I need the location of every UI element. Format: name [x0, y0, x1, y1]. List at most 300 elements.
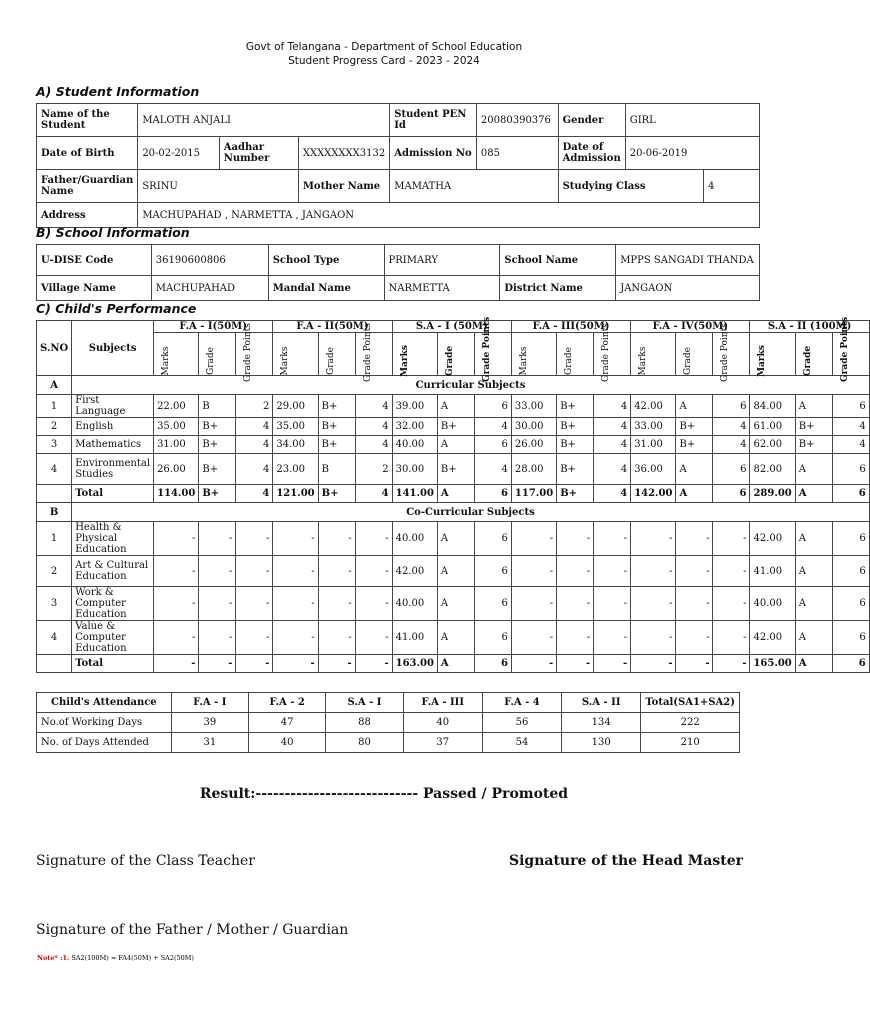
- grade-points-cell: -: [594, 556, 631, 587]
- grade-points-cell: 6: [474, 587, 511, 621]
- marks-cell: 28.00: [511, 454, 556, 485]
- subheader-cell: [273, 333, 318, 376]
- grade-points-cell: 4: [474, 418, 511, 436]
- subheader-label: Grade Points: [601, 323, 612, 382]
- exam-header: F.A - II(50M): [273, 321, 392, 333]
- grade-cell: B: [318, 454, 355, 485]
- subheader-cell: [594, 323, 631, 382]
- student-pen: 20080390376: [476, 104, 558, 137]
- grade-points-cell: 4: [474, 454, 511, 485]
- marks-cell: 142.00: [631, 485, 676, 503]
- head-master-signature: Signature of the Head Master: [509, 853, 744, 869]
- grade-cell: B+: [557, 395, 594, 418]
- class-label: Studying Class: [558, 170, 703, 203]
- marks-cell: -: [631, 655, 676, 673]
- marks-cell: 41.00: [750, 556, 795, 587]
- student-mother: MAMATHA: [390, 170, 558, 203]
- subject-name: First Language: [72, 395, 154, 418]
- grade-cell: -: [676, 621, 713, 655]
- grade-points-cell: 6: [713, 454, 750, 485]
- grade-cell: B+: [199, 418, 236, 436]
- dob-label: Date of Birth: [37, 137, 138, 170]
- subheader-cell: [437, 333, 474, 376]
- attendance-label: No. of Days Attended: [37, 733, 172, 753]
- student-adm-date: 20-06-2019: [625, 137, 759, 170]
- grade-cell: -: [676, 655, 713, 673]
- section-school-info: B) School Information: [36, 225, 190, 240]
- subject-row: [37, 522, 870, 556]
- marks-cell: 34.00: [273, 436, 318, 454]
- subheader-cell: [832, 316, 869, 382]
- mandal-label: Mandal Name: [268, 276, 384, 301]
- marks-cell: -: [273, 556, 318, 587]
- row-sno: 3: [37, 587, 72, 621]
- attendance-value: 37: [403, 733, 482, 753]
- grade-cell: B+: [199, 454, 236, 485]
- grade-cell: B+: [199, 436, 236, 454]
- row-sno: 3: [37, 436, 72, 454]
- grade-cell: -: [676, 556, 713, 587]
- result-line: Result:---------------------------- Passed / Promoted: [199, 786, 569, 802]
- grade-points-cell: -: [236, 587, 273, 621]
- marks-cell: 40.00: [392, 522, 437, 556]
- subheader-label: Grade: [206, 347, 217, 375]
- grade-cell: -: [199, 587, 236, 621]
- grade-points-cell: 6: [832, 655, 869, 673]
- marks-cell: 289.00: [750, 485, 795, 503]
- grade-cell: A: [795, 655, 832, 673]
- grade-cell: -: [557, 655, 594, 673]
- subheader-label: Grade: [325, 347, 336, 375]
- marks-cell: -: [273, 655, 318, 673]
- student-name: MALOTH ANJALI: [138, 104, 390, 137]
- grade-points-cell: 6: [474, 436, 511, 454]
- attendance-table: [36, 692, 740, 753]
- subject-name: Mathematics: [72, 436, 154, 454]
- section-letter: A: [37, 376, 72, 395]
- marks-cell: 42.00: [631, 395, 676, 418]
- grade-cell: -: [199, 556, 236, 587]
- marks-cell: 62.00: [750, 436, 795, 454]
- section-title: Co-Curricular Subjects: [72, 503, 870, 522]
- grade-points-cell: 4: [355, 485, 392, 503]
- subheader-label: Marks: [757, 345, 768, 377]
- student-class: 4: [703, 170, 759, 203]
- attendance-value: 40: [249, 733, 326, 753]
- grade-points-cell: -: [236, 556, 273, 587]
- note-prefix: Note* :1.: [37, 954, 70, 962]
- marks-cell: 84.00: [750, 395, 795, 418]
- grade-cell: B+: [676, 418, 713, 436]
- attendance-value: 40: [403, 713, 482, 733]
- grade-cell: A: [437, 587, 474, 621]
- subheader-label: Grade Points: [243, 323, 254, 382]
- marks-cell: -: [154, 556, 199, 587]
- grade-cell: B+: [318, 395, 355, 418]
- attendance-value: 54: [482, 733, 561, 753]
- section-student-info: A) Student Information: [36, 84, 200, 99]
- marks-cell: 33.00: [511, 395, 556, 418]
- attendance-header: S.A - I: [326, 693, 403, 713]
- marks-cell: 114.00: [154, 485, 199, 503]
- marks-cell: 33.00: [631, 418, 676, 436]
- section-title: Curricular Subjects: [72, 376, 870, 395]
- subject-name: Art & Cultural Education: [72, 556, 154, 587]
- info-row: [37, 104, 760, 137]
- school-name: MPPS SANGADI THANDA: [616, 245, 760, 276]
- grade-points-cell: -: [713, 621, 750, 655]
- subheader-cell: [236, 323, 273, 382]
- marks-cell: 141.00: [392, 485, 437, 503]
- marks-cell: -: [154, 587, 199, 621]
- subheader-label: Marks: [280, 346, 291, 376]
- note-text: SA2(100M) = FA4(50M) + SA2(50M): [71, 954, 194, 962]
- school-udise: 36190600806: [151, 245, 268, 276]
- adm-no-label: Admission No: [390, 137, 477, 170]
- row-sno: 2: [37, 556, 72, 587]
- subject-row: [37, 418, 870, 436]
- performance-table: [36, 316, 870, 673]
- attendance-value: 56: [482, 713, 561, 733]
- row-sno: 4: [37, 454, 72, 485]
- student-aadhar: XXXXXXXX3132: [298, 137, 389, 170]
- attendance-value: 88: [326, 713, 403, 733]
- subheader-cell: [154, 333, 199, 376]
- marks-cell: -: [631, 587, 676, 621]
- subheader-cell: [795, 333, 832, 376]
- grade-points-cell: 6: [832, 587, 869, 621]
- grade-points-cell: 4: [236, 436, 273, 454]
- grade-points-cell: 6: [832, 522, 869, 556]
- total-label: Total: [72, 655, 154, 673]
- subheader-label: Grade Points: [720, 323, 731, 382]
- school-mandal: NARMETTA: [384, 276, 500, 301]
- marks-cell: -: [631, 556, 676, 587]
- grade-points-cell: -: [713, 655, 750, 673]
- attendance-header: F.A - I: [171, 693, 248, 713]
- grade-points-cell: 4: [355, 395, 392, 418]
- marks-cell: -: [511, 556, 556, 587]
- marks-cell: 117.00: [511, 485, 556, 503]
- marks-cell: 121.00: [273, 485, 318, 503]
- row-sno: [37, 485, 72, 503]
- guardian-signature: Signature of the Father / Mother / Guardian: [36, 922, 349, 938]
- grade-points-cell: 6: [832, 395, 869, 418]
- school-type: PRIMARY: [384, 245, 500, 276]
- row-sno: 4: [37, 621, 72, 655]
- exam-header: S.A - II (100M): [750, 321, 869, 333]
- grade-points-cell: 4: [236, 454, 273, 485]
- subheader-label: Marks: [638, 346, 649, 376]
- grade-points-cell: 4: [832, 436, 869, 454]
- grade-cell: -: [199, 522, 236, 556]
- info-row: [37, 245, 760, 276]
- attendance-value: 210: [641, 733, 740, 753]
- subheader-label: Marks: [518, 346, 529, 376]
- subheader-label: Grade Points: [362, 323, 373, 382]
- marks-cell: 30.00: [392, 454, 437, 485]
- father-label: Father/Guardian Name: [37, 170, 138, 203]
- student-adm-no: 085: [476, 137, 558, 170]
- grade-points-cell: 4: [594, 395, 631, 418]
- district-label: District Name: [500, 276, 616, 301]
- aadhar-label: Aadhar Number: [219, 137, 298, 170]
- grade-cell: B+: [318, 436, 355, 454]
- student-father: SRINU: [138, 170, 299, 203]
- marks-cell: 163.00: [392, 655, 437, 673]
- village-label: Village Name: [37, 276, 152, 301]
- class-teacher-signature: Signature of the Class Teacher: [36, 853, 255, 869]
- grade-cell: -: [676, 522, 713, 556]
- grade-points-cell: 6: [832, 485, 869, 503]
- attendance-value: 134: [562, 713, 641, 733]
- grade-points-cell: 6: [832, 621, 869, 655]
- grade-points-cell: 6: [474, 395, 511, 418]
- marks-cell: 31.00: [631, 436, 676, 454]
- grade-points-cell: -: [594, 587, 631, 621]
- subject-name: Work & Computer Education: [72, 587, 154, 621]
- marks-cell: 23.00: [273, 454, 318, 485]
- marks-cell: -: [511, 522, 556, 556]
- info-row: [37, 137, 760, 170]
- subheader-cell: [750, 333, 795, 376]
- grade-cell: -: [557, 556, 594, 587]
- grade-cell: -: [199, 655, 236, 673]
- marks-cell: -: [273, 621, 318, 655]
- grade-points-cell: -: [355, 655, 392, 673]
- grade-cell: A: [795, 395, 832, 418]
- attendance-header: Total(SA1+SA2): [641, 693, 740, 713]
- marks-cell: -: [154, 655, 199, 673]
- grade-points-cell: -: [713, 556, 750, 587]
- attendance-row: [37, 713, 740, 733]
- name-label: Name of the Student: [37, 104, 138, 137]
- grade-cell: A: [676, 395, 713, 418]
- marks-cell: -: [154, 621, 199, 655]
- info-row: [37, 276, 760, 301]
- row-sno: 1: [37, 522, 72, 556]
- subheader-label: Grade: [564, 347, 575, 375]
- marks-cell: 26.00: [154, 454, 199, 485]
- subheader-label: Grade Points: [481, 316, 492, 382]
- marks-cell: 31.00: [154, 436, 199, 454]
- grade-points-cell: 6: [832, 556, 869, 587]
- attendance-value: 31: [171, 733, 248, 753]
- marks-cell: -: [511, 655, 556, 673]
- exam-header: S.A - I (50M): [392, 321, 511, 333]
- grade-points-cell: 4: [713, 436, 750, 454]
- subheader-cell: [355, 323, 392, 382]
- subheader-label: Grade Points: [839, 316, 850, 382]
- marks-cell: 42.00: [750, 522, 795, 556]
- subheader-cell: [511, 333, 556, 376]
- marks-cell: 42.00: [750, 621, 795, 655]
- marks-cell: 41.00: [392, 621, 437, 655]
- subheader-cell: [631, 333, 676, 376]
- subheader-label: Grade: [802, 345, 813, 377]
- marks-cell: 42.00: [392, 556, 437, 587]
- grade-points-cell: -: [355, 556, 392, 587]
- marks-cell: 40.00: [392, 436, 437, 454]
- student-dob: 20-02-2015: [138, 137, 219, 170]
- attendance-label: No.of Working Days: [37, 713, 172, 733]
- grade-points-cell: 6: [474, 655, 511, 673]
- perf-subheader-row: [37, 333, 870, 376]
- subjects-header: Subjects: [72, 321, 154, 376]
- attendance-header-row: [37, 693, 740, 713]
- marks-cell: 36.00: [631, 454, 676, 485]
- grade-points-cell: 6: [474, 522, 511, 556]
- marks-cell: 26.00: [511, 436, 556, 454]
- subheader-label: Marks: [161, 346, 172, 376]
- grade-cell: B+: [318, 485, 355, 503]
- exam-header: F.A - IV(50M): [631, 321, 750, 333]
- grade-cell: A: [795, 485, 832, 503]
- marks-cell: 30.00: [511, 418, 556, 436]
- section-letter: B: [37, 503, 72, 522]
- marks-cell: 61.00: [750, 418, 795, 436]
- attendance-value: 222: [641, 713, 740, 733]
- marks-cell: -: [511, 587, 556, 621]
- attendance-value: 47: [249, 713, 326, 733]
- grade-points-cell: -: [713, 587, 750, 621]
- row-sno: 1: [37, 395, 72, 418]
- grade-points-cell: 4: [355, 418, 392, 436]
- info-row: [37, 170, 760, 203]
- marks-cell: 82.00: [750, 454, 795, 485]
- subject-row: [37, 587, 870, 621]
- grade-cell: -: [557, 587, 594, 621]
- grade-cell: A: [437, 556, 474, 587]
- grade-cell: B+: [795, 418, 832, 436]
- grade-cell: B+: [557, 485, 594, 503]
- grade-cell: -: [318, 587, 355, 621]
- info-row: [37, 203, 760, 228]
- grade-points-cell: -: [713, 522, 750, 556]
- grade-points-cell: 6: [713, 485, 750, 503]
- marks-cell: -: [511, 621, 556, 655]
- attendance-header: S.A - II: [562, 693, 641, 713]
- grade-points-cell: 6: [713, 395, 750, 418]
- grade-points-cell: 6: [474, 621, 511, 655]
- row-sno: [37, 655, 72, 673]
- gender-label: Gender: [558, 104, 625, 137]
- student-address: MACHUPAHAD , NARMETTA , JANGAON: [138, 203, 760, 228]
- grade-points-cell: 4: [355, 436, 392, 454]
- grade-points-cell: 2: [236, 395, 273, 418]
- grade-cell: -: [318, 556, 355, 587]
- attendance-header: F.A - 4: [482, 693, 561, 713]
- grade-cell: B: [199, 395, 236, 418]
- grade-cell: A: [676, 454, 713, 485]
- grade-cell: -: [557, 522, 594, 556]
- student-gender: GIRL: [625, 104, 759, 137]
- grade-cell: A: [437, 655, 474, 673]
- grade-cell: B+: [557, 436, 594, 454]
- grade-cell: -: [318, 522, 355, 556]
- pen-label: Student PEN Id: [390, 104, 477, 137]
- subheader-cell: [557, 333, 594, 376]
- grade-points-cell: 6: [832, 454, 869, 485]
- subject-name: English: [72, 418, 154, 436]
- row-sno: 2: [37, 418, 72, 436]
- grade-cell: A: [795, 522, 832, 556]
- grade-cell: B+: [676, 436, 713, 454]
- grade-cell: B+: [795, 436, 832, 454]
- grade-points-cell: 4: [594, 418, 631, 436]
- subject-name: Environmental Studies: [72, 454, 154, 485]
- marks-cell: 35.00: [273, 418, 318, 436]
- grade-cell: A: [795, 621, 832, 655]
- marks-cell: -: [273, 522, 318, 556]
- marks-cell: -: [631, 522, 676, 556]
- subject-row: [37, 436, 870, 454]
- exam-header: F.A - I(50M): [154, 321, 273, 333]
- student-info-table: [36, 103, 760, 228]
- perf-exam-header-row: [37, 321, 870, 333]
- grade-cell: B+: [318, 418, 355, 436]
- grade-points-cell: -: [355, 621, 392, 655]
- grade-points-cell: -: [236, 655, 273, 673]
- grade-cell: A: [437, 621, 474, 655]
- grade-points-cell: -: [594, 621, 631, 655]
- attendance-header: F.A - 2: [249, 693, 326, 713]
- grade-cell: A: [437, 522, 474, 556]
- school-village: MACHUPAHAD: [151, 276, 268, 301]
- grade-points-cell: -: [355, 587, 392, 621]
- grade-cell: -: [676, 587, 713, 621]
- footnote: [37, 954, 194, 962]
- grade-cell: A: [437, 395, 474, 418]
- adm-date-label: Date of Admission: [558, 137, 625, 170]
- grade-cell: -: [318, 621, 355, 655]
- address-label: Address: [37, 203, 138, 228]
- grade-cell: B+: [557, 454, 594, 485]
- subject-name: Health & Physical Education: [72, 522, 154, 556]
- marks-cell: 39.00: [392, 395, 437, 418]
- grade-cell: A: [795, 556, 832, 587]
- grade-cell: B+: [437, 454, 474, 485]
- subheader-cell: [392, 333, 437, 376]
- subject-row: [37, 454, 870, 485]
- grade-points-cell: -: [594, 522, 631, 556]
- grade-points-cell: 6: [474, 556, 511, 587]
- marks-cell: 29.00: [273, 395, 318, 418]
- grade-cell: A: [437, 485, 474, 503]
- school-info-table: [36, 244, 760, 301]
- attendance-value: 39: [171, 713, 248, 733]
- grade-points-cell: -: [236, 621, 273, 655]
- grade-cell: B+: [557, 418, 594, 436]
- grade-points-cell: 4: [594, 454, 631, 485]
- attendance-header: F.A - III: [403, 693, 482, 713]
- grade-points-cell: 4: [236, 485, 273, 503]
- grade-points-cell: -: [355, 522, 392, 556]
- subheader-cell: [713, 323, 750, 382]
- udise-label: U-DISE Code: [37, 245, 152, 276]
- subheader-cell: [676, 333, 713, 376]
- subheader-cell: [199, 333, 236, 376]
- attendance-value: 130: [562, 733, 641, 753]
- department-title: Govt of Telangana - Department of School Education: [245, 41, 523, 53]
- subject-name: Value & Computer Education: [72, 621, 154, 655]
- grade-cell: B+: [437, 418, 474, 436]
- grade-points-cell: -: [236, 522, 273, 556]
- subheader-label: Grade: [683, 347, 694, 375]
- attendance-row: [37, 733, 740, 753]
- grade-cell: A: [676, 485, 713, 503]
- marks-cell: 32.00: [392, 418, 437, 436]
